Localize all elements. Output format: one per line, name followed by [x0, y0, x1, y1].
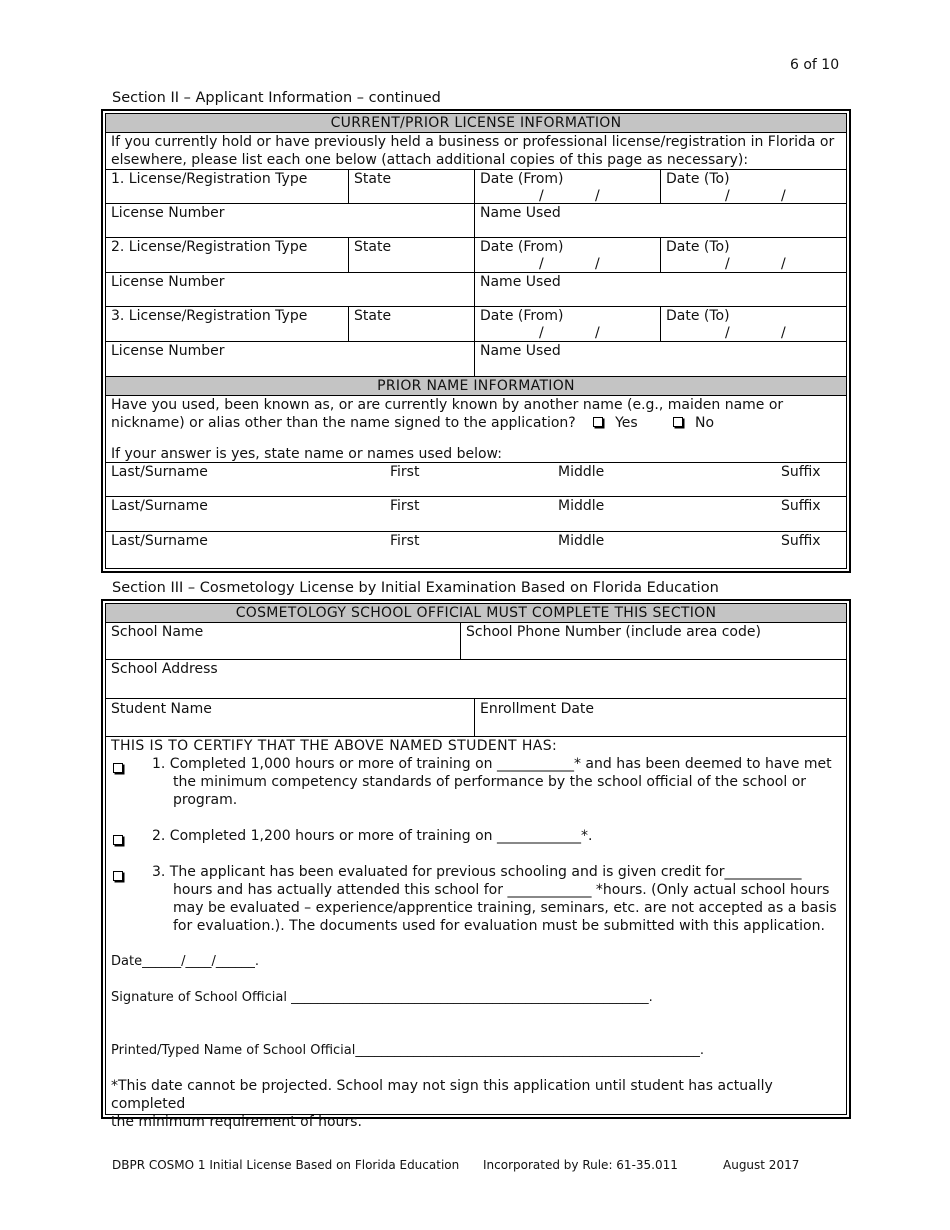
name-used-field[interactable]: Name Used — [474, 204, 846, 237]
license-2-row — [106, 238, 846, 273]
prior-name-row[interactable] — [106, 497, 846, 532]
prior-name-row[interactable] — [106, 463, 846, 497]
school-official-header: COSMETOLOGY SCHOOL OFFICIAL MUST COMPLETE THIS SECTION — [106, 604, 846, 623]
signature-line[interactable]: Signature of School Official _______________________________________________________. — [111, 990, 653, 1005]
page-number: 6 of 10 — [790, 57, 840, 73]
date-slash: / — [595, 325, 600, 341]
no-checkbox[interactable] — [673, 417, 683, 427]
license-number-field[interactable]: License Number — [111, 205, 225, 221]
school-phone-field[interactable]: School Phone Number (include area code) — [460, 623, 846, 659]
first-name-label: First — [390, 498, 420, 514]
footnote: *This date cannot be projected. School may not sign this application until student has actually completed the minimum requirement of hours. — [111, 1078, 773, 1130]
suffix-label: Suffix — [781, 498, 821, 514]
date-slash: / — [781, 188, 786, 204]
first-name-label: First — [390, 464, 420, 480]
certify-title: THIS IS TO CERTIFY THAT THE ABOVE NAMED STUDENT HAS: — [111, 738, 558, 754]
license-state-field[interactable]: State — [348, 307, 474, 341]
item-3-checkbox[interactable] — [113, 871, 123, 881]
license-type-field[interactable]: 3. License/Registration Type — [111, 308, 308, 324]
license-intro: If you currently hold or have previously held a business or professional license/registration in Florida or elsewhere, please list each one below (attach additional copies of this page as necessary): — [106, 133, 846, 170]
license-date-from-field[interactable]: Date (From) / / — [474, 170, 660, 203]
first-name-label: First — [390, 533, 420, 549]
date-slash: / — [539, 256, 544, 272]
date-slash: / — [725, 325, 730, 341]
school-name-field[interactable]: School Name — [111, 624, 204, 640]
item-1-checkbox[interactable] — [113, 763, 123, 773]
suffix-label: Suffix — [781, 464, 821, 480]
date-slash: / — [539, 325, 544, 341]
printed-name-line[interactable]: Printed/Typed Name of School Official_____________________________________________________. — [111, 1043, 704, 1058]
last-name-label: Last/Surname — [111, 533, 208, 549]
no-label: No — [695, 415, 715, 431]
license-date-from-field[interactable]: Date (From) / / — [474, 307, 660, 341]
section-2-title: Section II – Applicant Information – continued — [112, 90, 441, 106]
name-used-field[interactable]: Name Used — [474, 342, 846, 376]
license-type-field[interactable]: 1. License/Registration Type — [111, 171, 308, 187]
date-slash: / — [781, 256, 786, 272]
last-name-label: Last/Surname — [111, 498, 208, 514]
suffix-label: Suffix — [781, 533, 821, 549]
date-slash: / — [595, 188, 600, 204]
license-state-field[interactable]: State — [348, 170, 474, 203]
yes-checkbox[interactable] — [593, 417, 603, 427]
item-2-checkbox[interactable] — [113, 835, 123, 845]
date-line[interactable]: Date______/____/______. — [111, 954, 259, 969]
date-slash: / — [781, 325, 786, 341]
student-row — [106, 699, 846, 737]
license-3-number-row — [106, 342, 846, 377]
license-2-number-row — [106, 273, 846, 307]
yes-label: Yes — [615, 415, 638, 431]
license-number-field[interactable]: License Number — [111, 274, 225, 290]
certification-block — [106, 737, 846, 1131]
prior-name-row[interactable] — [106, 532, 846, 566]
license-date-from-field[interactable]: Date (From) / / — [474, 238, 660, 272]
name-used-field[interactable]: Name Used — [474, 273, 846, 306]
date-slash: / — [725, 256, 730, 272]
date-slash: / — [539, 188, 544, 204]
enrollment-date-field[interactable]: Enrollment Date — [474, 699, 846, 736]
middle-name-label: Middle — [558, 498, 605, 514]
student-name-field[interactable]: Student Name — [111, 701, 212, 717]
license-1-row — [106, 170, 846, 204]
certify-item-1: 1. Completed 1,000 hours or more of training on ___________* and has been deemed to have met the minimum competency standards of performance by the school official of the school or program. — [111, 755, 841, 809]
license-state-field[interactable]: State — [348, 238, 474, 272]
footer-rule: Incorporated by Rule: 61-35.011 — [483, 1158, 678, 1172]
section-2-box — [102, 110, 850, 572]
footer-date: August 2017 — [723, 1158, 800, 1172]
license-date-to-field[interactable]: Date (To) / / — [660, 307, 846, 341]
last-name-label: Last/Surname — [111, 464, 208, 480]
date-slash: / — [725, 188, 730, 204]
license-date-to-field[interactable]: Date (To) / / — [660, 238, 846, 272]
school-row — [106, 623, 846, 660]
section-3-box — [102, 600, 850, 1130]
middle-name-label: Middle — [558, 464, 605, 480]
date-slash: / — [595, 256, 600, 272]
license-type-field[interactable]: 2. License/Registration Type — [111, 239, 308, 255]
section-3-title: Section III – Cosmetology License by Initial Examination Based on Florida Education — [112, 580, 719, 596]
license-number-field[interactable]: License Number — [111, 343, 225, 359]
certify-item-2: 2. Completed 1,200 hours or more of training on ____________*. — [111, 827, 841, 845]
license-date-to-field[interactable]: Date (To) / / — [660, 170, 846, 203]
middle-name-label: Middle — [558, 533, 605, 549]
certify-item-3: 3. The applicant has been evaluated for previous schooling and is given credit for___________ hours and has actually attended this school for ____________ *hours. (Only actual school hours may be evaluated – experience/apprentice training, seminars, etc. are not accepted as a basis for evaluation.). The documents used for evaluation must be submitted with this application. — [111, 863, 841, 935]
footer-form-id: DBPR COSMO 1 Initial License Based on Florida Education — [112, 1158, 460, 1172]
license-1-number-row — [106, 204, 846, 238]
school-address-field[interactable]: School Address — [111, 661, 218, 677]
school-address-row — [106, 660, 846, 699]
license-info-header: CURRENT/PRIOR LICENSE INFORMATION — [106, 114, 846, 133]
prior-name-header: PRIOR NAME INFORMATION — [106, 377, 846, 396]
prior-name-question: Have you used, been known as, or are currently known by another name (e.g., maiden name or nickname) or alias other than the name signed to the application? Yes No If your answer is yes, state name or names used below: — [106, 396, 846, 463]
license-3-row — [106, 307, 846, 342]
